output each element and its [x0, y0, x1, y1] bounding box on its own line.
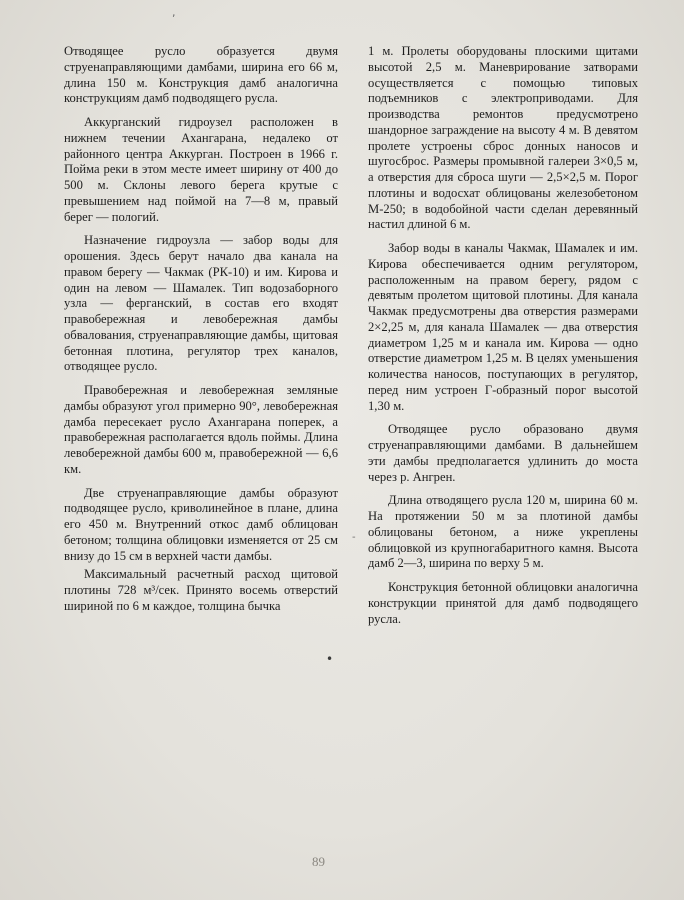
paragraph: Аккурганский гидроузел расположен в нижнем течении Ахангарана, недалеко от районного центра Аккурган. Построен в 1966 г. Пойма реки в этом месте имеет ширину от 400 до 500 м. Склоны левого берега крутые с превышением над поймой на 7—8 м, правый берег — пологий. — [64, 115, 338, 224]
paragraph: Конструкция бетонной облицовки аналогична конструкции принятой для дамб подводящего русла. — [368, 580, 638, 626]
paragraph: Две струенаправляющие дамбы образуют подводящее русло, криволинейное в плане, длина его 450 м. Внутренний откос дамб облицован бетоном; толщина облицовки изменяется от 25 см внизу до 15 см в верхней части дамбы. — [64, 485, 338, 563]
left-text-column — [64, 44, 338, 618]
page-number: 89 — [312, 854, 325, 869]
stray-comma-mark: , — [172, 6, 176, 19]
stray-dot-mark: • — [326, 652, 334, 666]
paragraph: Максимальный расчетный расход щитовой плотины 728 м³/сек. Принято восемь отверстий шириной по 6 м каждое, толщина бычка — [64, 567, 338, 613]
paragraph: Назначение гидроузла — забор воды для орошения. Здесь берут начало два канала на правом берегу — Чакмак (РК-10) и им. Кирова и один на левом — Шамалек. Тип водозаборного узла — ферганский, в состав его входят правобережная и левобережная дамбы обвалования, струенаправляющие дамбы, щитовая бетонная плотина, регулятор трех каналов, отводящее русло. — [64, 233, 338, 374]
paragraph: 1 м. Пролеты оборудованы плоскими щитами высотой 2,5 м. Маневрирование затворами осуществляется с помощью типовых подъемников с электроприводами. Для производства ремонтов предусмотрено шандорное заграждение на высоту 4 м. В девятом пролете устроены сброс донных наносов и шугосброс. Размеры промывной галереи 3×0,5 м, а отверстия для сброса шуги — 2,5×2,5 м. Порог плотины и водосхат облицованы железобетоном М-250; в водобойной части сделан деревянный настил длиной 6 м. — [368, 44, 638, 232]
paragraph: Забор воды в каналы Чакмак, Шамалек и им. Кирова обеспечивается одним регулятором, расположенным на правом берегу, рядом с девятым пролетом щитовой плотины. Для канала Чакмак предусмотрены два отверстия размерами 2×2,25 м, для канала Шамалек — два отверстия диаметром 1,25 м и канала им. Кирова — одно отверстие диаметром 1,25 м. В целях уменьшения количества наносов, поступающих в регулятор, перед ним устроен Г-образный порог высотой 1,30 м. — [368, 241, 638, 413]
right-text-column — [368, 44, 638, 635]
paragraph: Правобережная и левобережная земляные дамбы образуют угол примерно 90°, левобережная дамба пересекает русло Ахангарана поперек, а правобережная располагается вдоль поймы. Длина левобережной дамбы 600 м, правобережной — 6,6 км. — [64, 383, 338, 476]
paragraph: Отводящее русло образовано двумя струенаправляющими дамбами. В дальнейшем эти дамбы предполагается удлинить до моста через р. Ангрен. — [368, 422, 638, 484]
paragraph: Отводящее русло образуется двумя струенаправляющими дамбами, ширина его 66 м, длина 150 м. Конструкция дамб аналогична конструкциям дамб подводящего русла. — [64, 44, 338, 106]
paragraph: Длина отводящего русла 120 м, ширина 60 м. На протяжении 50 м за плотиной дамбы облицованы бетоном, а ниже укреплены облицовкой из крупногабаритного камня. Высота дамб 2—3, ширина по верху 5 м. — [368, 493, 638, 571]
stray-dash-mark: - — [352, 532, 356, 543]
